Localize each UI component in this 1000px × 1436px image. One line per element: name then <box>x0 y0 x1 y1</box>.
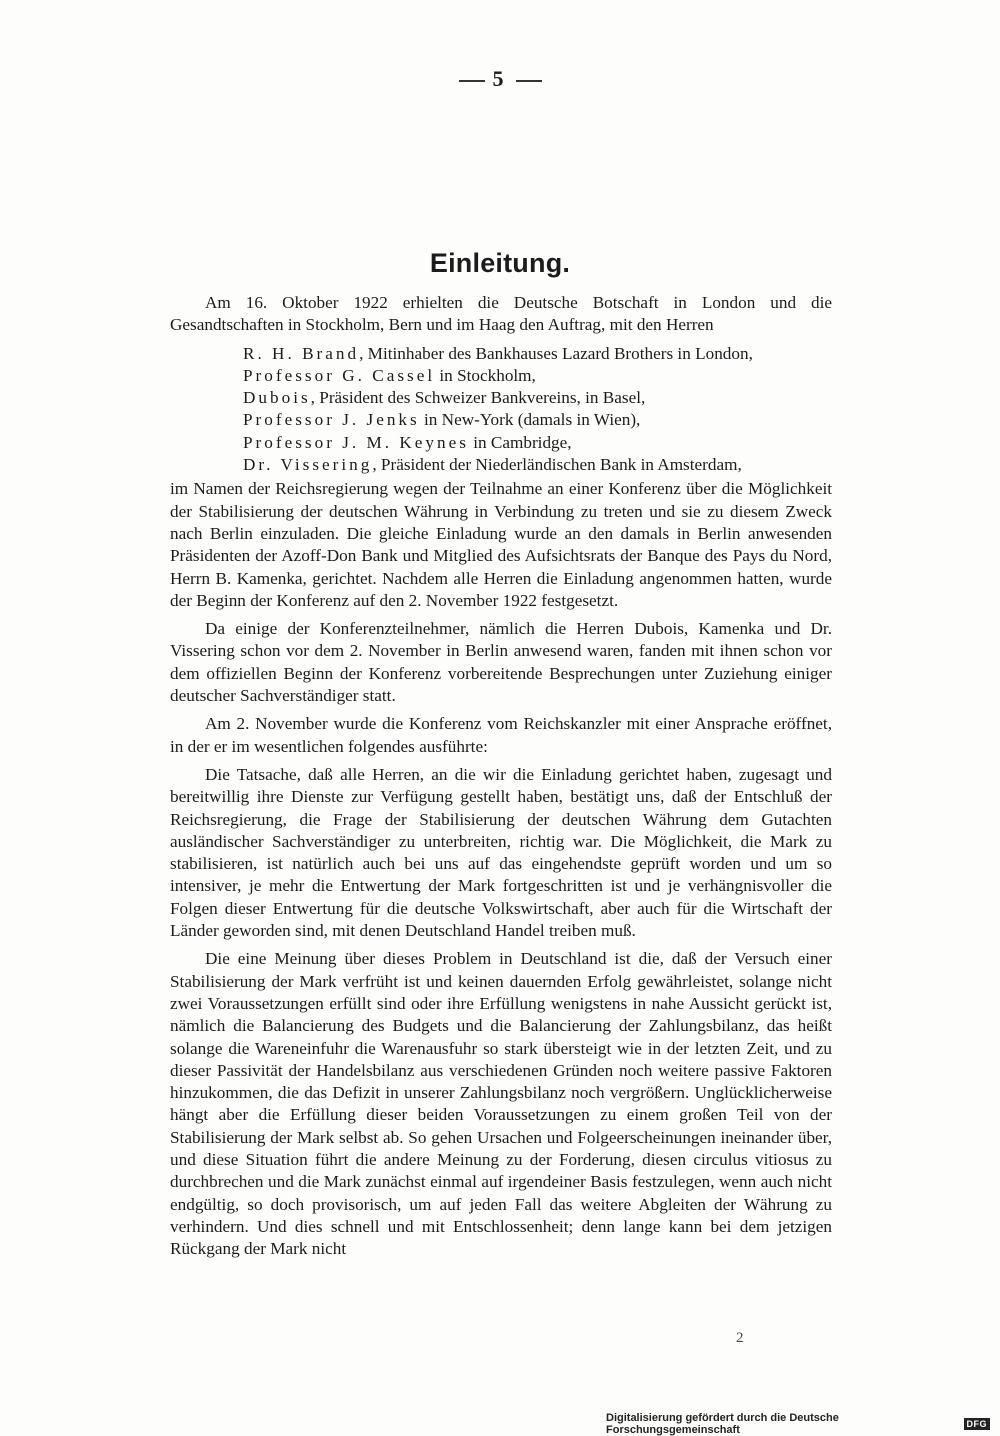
expert-name: Professor G. Cassel <box>243 365 436 385</box>
page-number-value: 5 <box>492 66 508 91</box>
expert-desc: in New-York (damals in Wien), <box>419 410 641 430</box>
paragraph-1: Am 16. Oktober 1922 erhielten die Deutsche Botschaft in London und die Gesandtschaften in Stockholm, Bern und im Haag den Auftrag, mit den Herren <box>170 293 832 335</box>
expert-item <box>243 409 832 431</box>
expert-desc: in Stockholm, <box>435 365 536 385</box>
expert-item <box>243 454 832 476</box>
expert-item <box>243 343 832 365</box>
expert-desc: in Cambridge, <box>468 432 572 452</box>
paragraph-3: Da einige der Konferenzteilnehmer, nämlich die Herren Dubois, Kamenka und Dr. Vissering schon vor dem 2. November in Berlin anwesend waren, fanden mit ihnen schon vor dem offiziellen Beginn der Konferenz vorbereitende Besprechungen unter Zuziehung einiger deutscher Sachverständiger statt. <box>170 619 832 706</box>
paragraph-6: Die eine Meinung über dieses Problem in Deutschland ist die, daß der Versuch einer Stabilisierung der Mark verfrüht ist und keinen dauernden Erfolg gewährleistet, solange nicht zwei Voraussetzungen erfüllt sind oder ihre Erfüllung wenigstens in nahe Aussicht gerückt ist, nämlich die Balancierung des Budgets und die Balancierung der Zahlungsbilanz, das heißt solange die Wareneinfuhr die Warenausfuhr so stark übersteigt wie in der letzten Zeit, und zu dieser Passivität der Handelsbilanz aus verschiedenen Gründen noch weitere passive Faktoren hinzukommen, die das Defizit in unserer Zahlungsbilanz noch vergrößern. Unglücklicherweise hängt aber die Erfüllung dieser beiden Voraussetzungen zu einem großen Teil von der Stabilisierung der Mark selbst ab. So gehen Ursachen und Folgeerscheinungen ineinander über, und diese Situation führt die andere Meinung zu der Forderung, diesen circulus vitiosus zu durchbrechen und die Mark zunächst einmal auf irgendeiner Basis festzulegen, wenn auch nicht endgültig, so doch provisorisch, um auf jeden Fall das weitere Abgleiten der Währung zu verhindern. Und dies schnell und mit Entschlossenheit; denn lange kann bei dem jetzigen Rückgang der Mark nicht <box>170 949 832 1259</box>
expert-name: Dubois <box>243 388 311 408</box>
expert-name: Dr. Vissering <box>243 455 373 475</box>
dfg-logo: DFG <box>964 1418 991 1430</box>
expert-desc: , Mitinhaber des Bankhauses Lazard Brothers in London, <box>359 343 753 363</box>
page-number-dash-right <box>516 80 542 82</box>
page-title: Einleitung. <box>429 248 571 278</box>
expert-item <box>243 365 832 387</box>
expert-name: Professor J. Jenks <box>243 410 420 430</box>
paragraph-4: Am 2. November wurde die Konferenz vom Reichskanzler mit einer Ansprache eröffnet, in der er im wesentlichen folgendes ausführte: <box>170 714 832 756</box>
expert-item <box>243 432 832 454</box>
footer <box>606 1412 990 1436</box>
expert-desc: , Präsident des Schweizer Bankvereins, in Basel, <box>310 388 646 408</box>
page-number <box>0 66 1000 92</box>
expert-name: R. H. Brand <box>243 343 360 363</box>
expert-name: Professor J. M. Keynes <box>243 432 469 452</box>
expert-desc: , Präsident der Niederländischen Bank in Amsterdam, <box>372 455 742 475</box>
expert-list <box>243 343 832 477</box>
document-body <box>170 292 832 1266</box>
paragraph-5: Die Tatsache, daß alle Herren, an die wir die Einladung gerichtet haben, zugesagt und bereitwillig ihre Dienste zur Verfügung gestellt haben, bestätigt uns, daß der Entschluß der Reichsregierung, die Frage der Stabilisierung der deutschen Währung dem Gutachten ausländischer Sachverständiger zu unterbreiten, richtig war. Die Möglichkeit, die Mark zu stabilisieren, ist natürlich auch bei uns auf das eingehendste geprüft worden und um so intensiver, je mehr die Entwertung der Mark fortgeschritten ist und je verhängnisvoller die Folgen dieser Entwertung für die deutsche Volkswirtschaft, aber auch für die Wirtschaft der Länder geworden sind, mit denen Deutschland Handel treiben muß. <box>170 764 832 941</box>
footer-text: Digitalisierung gefördert durch die Deutsche Forschungsgemeinschaft <box>606 1412 839 1436</box>
page-number-dash-left <box>459 80 485 82</box>
signature-mark: 2 <box>736 1330 744 1346</box>
paragraph-2: im Namen der Reichsregierung wegen der Teilnahme an einer Konferenz über die Möglichkeit der Stabilisierung der deutschen Währung in Verbindung zu treten und sie zu diesem Zweck nach Berlin einzuladen. Die gleiche Einladung wurde an den damals in Berlin anwesenden Präsidenten der Azoff-Don Bank und Mitglied des Aufsichtsrats der Banque des Pays du Nord, Herrn B. Kamenka, gerichtet. Nachdem alle Herren die Einladung angenommen hatten, wurde der Beginn der Konferenz auf den 2. November 1922 festgesetzt. <box>170 479 832 610</box>
expert-item <box>243 387 832 409</box>
